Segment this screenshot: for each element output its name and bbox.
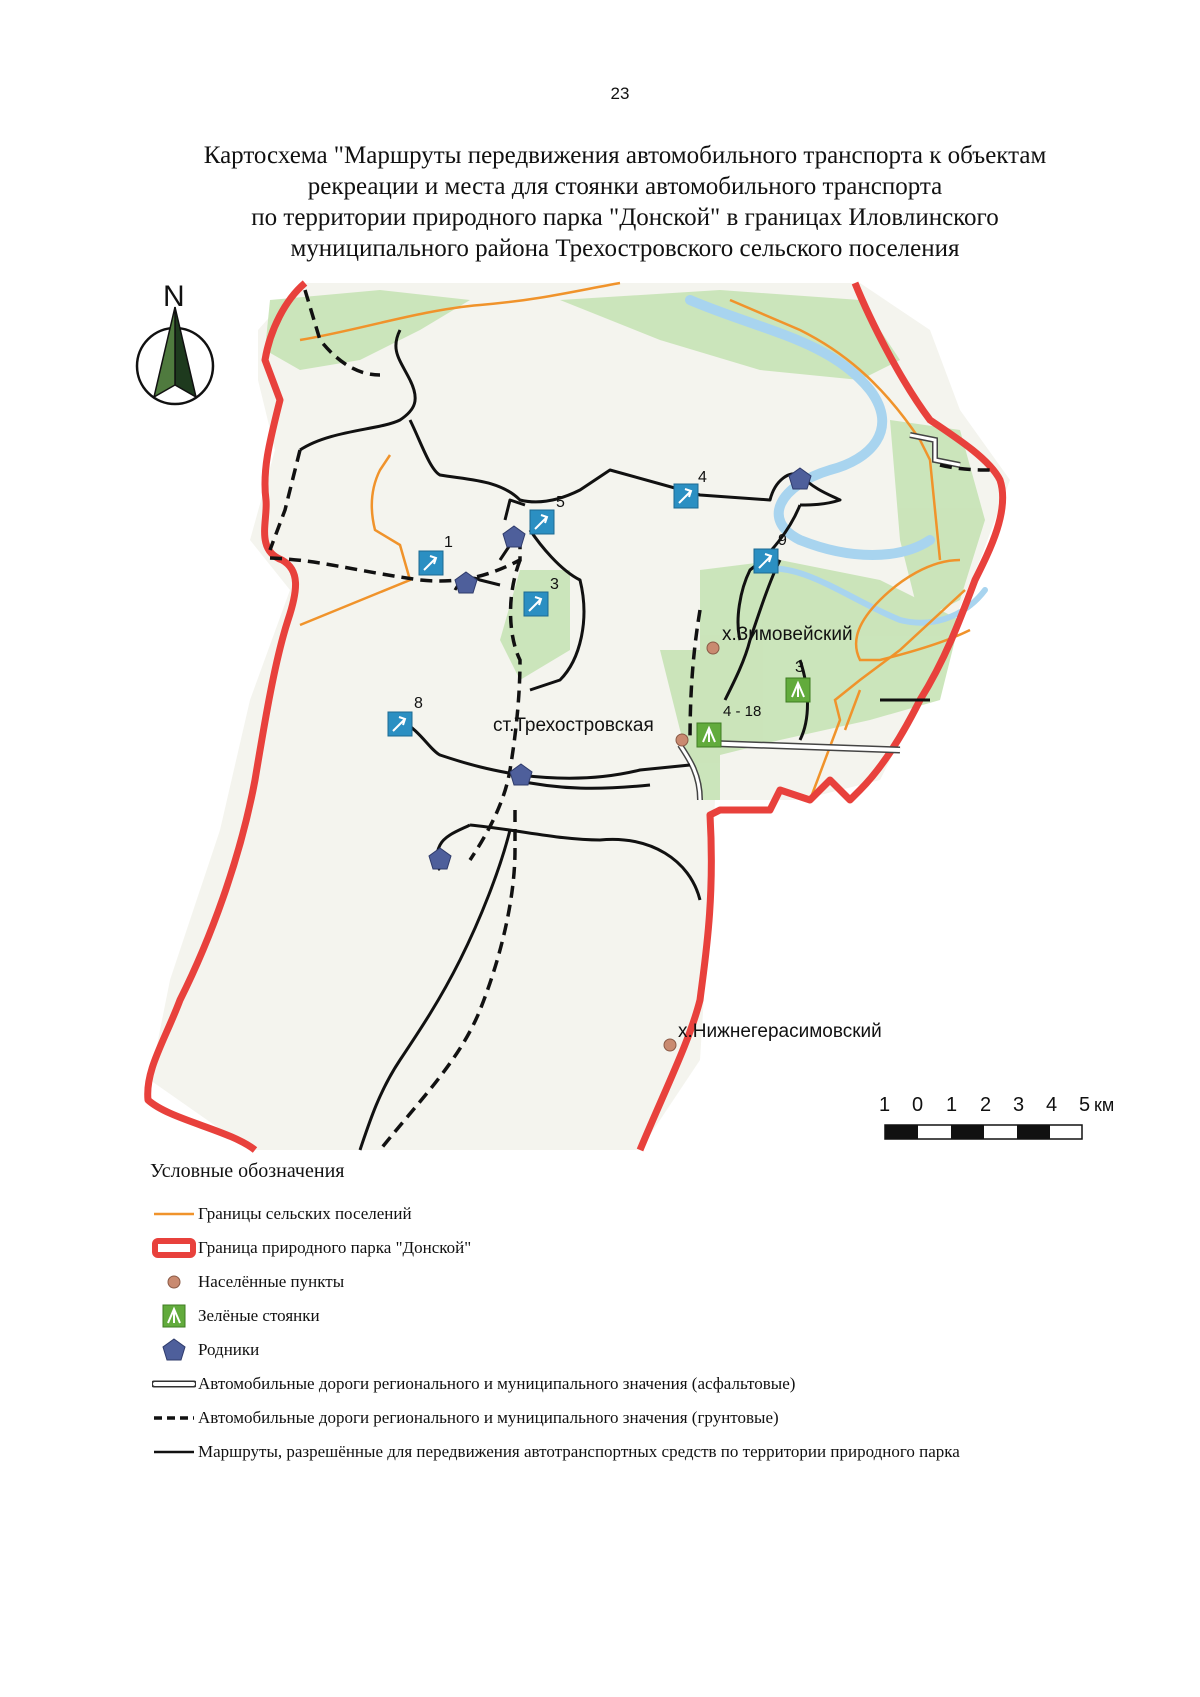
- legend-item: [150, 1435, 1150, 1469]
- settlement-dot: [707, 642, 719, 654]
- legend-label: Населённые пункты: [198, 1272, 345, 1291]
- settlement-label-trekhostrovskaya: ст.Трехостровская: [493, 715, 654, 736]
- legend-item: [150, 1401, 1150, 1435]
- scale-bar: [879, 1094, 1114, 1139]
- legend-item: [150, 1299, 1150, 1333]
- scale-tick: 0: [912, 1094, 924, 1116]
- legend-label: Зелёные стоянки: [198, 1306, 320, 1325]
- legend-label: Границы сельских поселений: [198, 1204, 412, 1223]
- parking-icon-4-18: [697, 723, 721, 747]
- scale-unit: км: [1094, 1095, 1115, 1115]
- page-number: 23: [610, 84, 630, 103]
- legend-title: Условные обозначения: [150, 1160, 345, 1182]
- north-arrow: [137, 280, 213, 404]
- settlement-dot-icon: [150, 1267, 198, 1297]
- parking-icon-3: [786, 678, 810, 702]
- legend-label: Автомобильные дороги регионального и муниципального значения (грунтовые): [198, 1408, 779, 1427]
- legend-label: Маршруты, разрешённые для передвижения автотранспортных средств по территории природного парка: [198, 1442, 960, 1461]
- orange-line-icon: [150, 1199, 198, 1229]
- recreation-icon-8: [388, 712, 412, 736]
- legend-item: [150, 1231, 1150, 1265]
- title-line-2: рекреации и места для стоянки автомобильного транспорта: [307, 173, 943, 200]
- spring-pentagon-icon: [150, 1335, 198, 1365]
- scale-tick: 1: [879, 1094, 891, 1116]
- scale-tick: 5: [1079, 1094, 1091, 1116]
- title-line-4: муниципального района Трехостровского сельского поселения: [290, 235, 960, 262]
- title-line-3: по территории природного парка "Донской" в границах Иловлинского: [251, 204, 999, 231]
- legend-label: Родники: [198, 1340, 260, 1359]
- parking-label: 3: [795, 659, 804, 676]
- legend-label: Граница природного парка "Донской": [198, 1238, 472, 1257]
- legend-item: [150, 1265, 1150, 1299]
- legend-label: Автомобильные дороги регионального и муниципального значения (асфальтовые): [198, 1374, 796, 1393]
- double-line-icon: [150, 1369, 198, 1399]
- recreation-label: 5: [556, 494, 565, 511]
- recreation-label: 3: [550, 576, 559, 593]
- legend-item: [150, 1367, 1150, 1401]
- legend: [150, 1160, 1150, 1469]
- legend-item: [150, 1333, 1150, 1367]
- scale-tick: 2: [980, 1094, 992, 1116]
- title-line-1: Картосхема "Маршруты передвижения автомобильного транспорта к объектам: [203, 142, 1047, 169]
- scale-tick: 3: [1013, 1094, 1025, 1116]
- recreation-label: 8: [414, 695, 423, 712]
- parking-label: 4 - 18: [723, 703, 762, 720]
- scale-tick: 4: [1046, 1094, 1058, 1116]
- settlement-label-nizhnegerasimovsky: х.Нижнегерасимовский: [678, 1021, 882, 1042]
- recreation-icon-5: [530, 510, 554, 534]
- north-label: N: [163, 280, 185, 313]
- recreation-icon-3: [524, 592, 548, 616]
- green-parking-icon: [150, 1301, 198, 1331]
- settlement-label-zimoveysky: х.Зимовейский: [722, 624, 853, 645]
- settlement-dot: [664, 1039, 676, 1051]
- recreation-icon-9: [754, 549, 778, 573]
- park-boundary-icon: [150, 1233, 198, 1263]
- recreation-label: 9: [778, 532, 787, 549]
- recreation-label: 1: [444, 534, 453, 551]
- recreation-icon-1: [419, 551, 443, 575]
- solid-line-icon: [150, 1437, 198, 1467]
- settlement-dot: [676, 734, 688, 746]
- scale-tick: 1: [946, 1094, 958, 1116]
- dashed-line-icon: [150, 1403, 198, 1433]
- legend-item: [150, 1197, 1150, 1231]
- recreation-label: 4: [698, 469, 707, 486]
- recreation-icon-4: [674, 484, 698, 508]
